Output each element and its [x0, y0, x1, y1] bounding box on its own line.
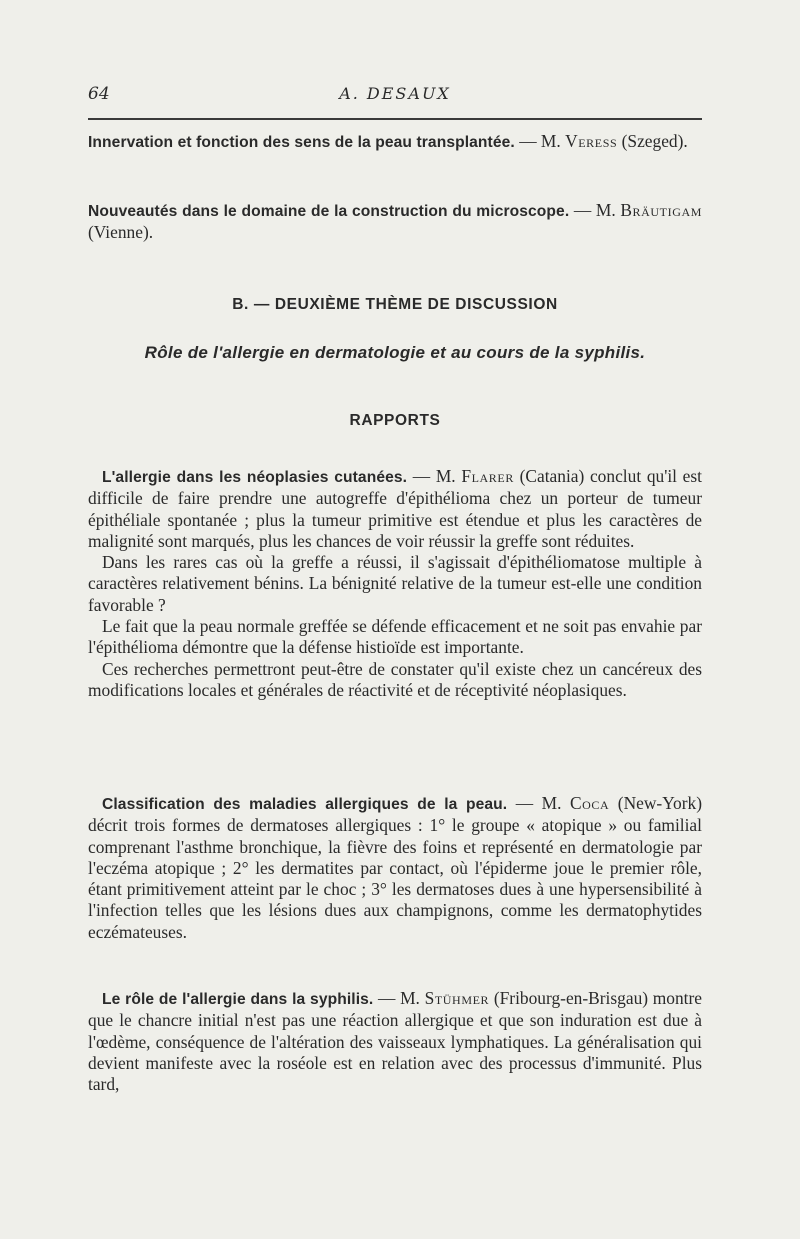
- entry-dash: — M.: [569, 200, 621, 220]
- entry-title: Nouveautés dans le domaine de la construction du microscope.: [88, 203, 570, 220]
- page-number: 64: [88, 84, 110, 104]
- report-neoplasies: [88, 466, 702, 701]
- report-author: Flarer: [461, 466, 514, 486]
- entry-author: Bräutigam: [620, 200, 703, 220]
- report-title: Classification des maladies allergiques de la peau.: [102, 796, 508, 813]
- report-text: (Fribourg-en-Brisgau) montre que le chancre initial n'est pas une réaction allergique et que son induration est due à l'œdème, conséquence de l'altération des vaisseaux lymphatiques. La généralisation qui devient manifeste avec la roséole est en relation avec des processus d'immunité. Plus tard,: [88, 988, 702, 1095]
- report-text: Ces recherches permettront peut-être de constater qu'il existe chez un cancéreux des modifications locales et générales de réactivité et de réceptivité néoplasiques.: [88, 658, 702, 700]
- entry-paragraph: [88, 131, 702, 153]
- report-paragraph: [88, 552, 702, 616]
- report-paragraph: [88, 466, 702, 552]
- report-author: Stühmer: [424, 988, 490, 1008]
- entry-rest: (Vienne).: [88, 222, 154, 243]
- report-text: Dans les rares cas où la greffe a réussi, il s'agissait d'épithéliomatose multiple à caractères relativement bénins. La bénignité relative de la tumeur est-elle une condition favorable ?: [88, 552, 702, 615]
- page-header: [88, 84, 702, 108]
- report-dash: — M.: [407, 466, 462, 486]
- report-text: Le fait que la peau normale greffée se défende efficacement et ne soit pas envahie par l'épithélioma démontre que la défense histioïde est importante.: [88, 616, 702, 658]
- report-dash: — M.: [507, 793, 570, 813]
- header-rule: [88, 118, 702, 120]
- report-title: Le rôle de l'allergie dans la syphilis.: [102, 991, 374, 1008]
- report-syphilis: [88, 988, 702, 1095]
- report-paragraph: [88, 793, 702, 943]
- theme-title: Rôle de l'allergie en dermatologie et au cours de la syphilis.: [144, 343, 646, 362]
- entry-author: Veress: [565, 131, 618, 151]
- report-classification: [88, 793, 702, 943]
- entry-title: Innervation et fonction des sens de la peau transplantée.: [88, 134, 515, 151]
- running-title: A. DESAUX: [339, 84, 451, 103]
- report-dash: — M.: [373, 988, 425, 1008]
- report-paragraph: [88, 988, 702, 1095]
- report-paragraph: [88, 616, 702, 659]
- report-text: (New-York) décrit trois formes de dermatoses allergiques : 1° le groupe « atopique » ou familial comprenant l'asthme bronchique, la fièvre des foins et représenté en dermatologie par l'eczéma atopique ; 2° les dermatites par contact, où l'épiderme joue le premier rôle, étant primitivement atteint par le choc ; 3° les dermatoses dues à une hypersensibilité à l'infection telles que les lésions dues aux champignons, comme les dermatophytides eczémateuses.: [88, 793, 702, 942]
- entry-rest: (Szeged).: [617, 131, 688, 151]
- report-paragraph: [88, 659, 702, 702]
- entry-innervation: [88, 131, 702, 153]
- report-text: (Catania) conclut qu'il est difficile de faire prendre une autogreffe d'épithélioma chez un porteur de tumeur épithéliale spontanée ; plus la tumeur primitive est étendue et plus les caractères de malignité sont marqués, plus les chances de voir réussir la greffe sont réduites.: [88, 466, 702, 551]
- reports-heading: RAPPORTS: [349, 412, 441, 429]
- entry-microscope: [88, 200, 702, 244]
- report-title: L'allergie dans les néoplasies cutanées.: [102, 469, 408, 486]
- entry-dash: — M.: [514, 131, 566, 151]
- report-author: Coca: [569, 793, 610, 813]
- section-heading: B. — DEUXIÈME THÈME DE DISCUSSION: [232, 296, 558, 313]
- entry-paragraph: [88, 200, 702, 244]
